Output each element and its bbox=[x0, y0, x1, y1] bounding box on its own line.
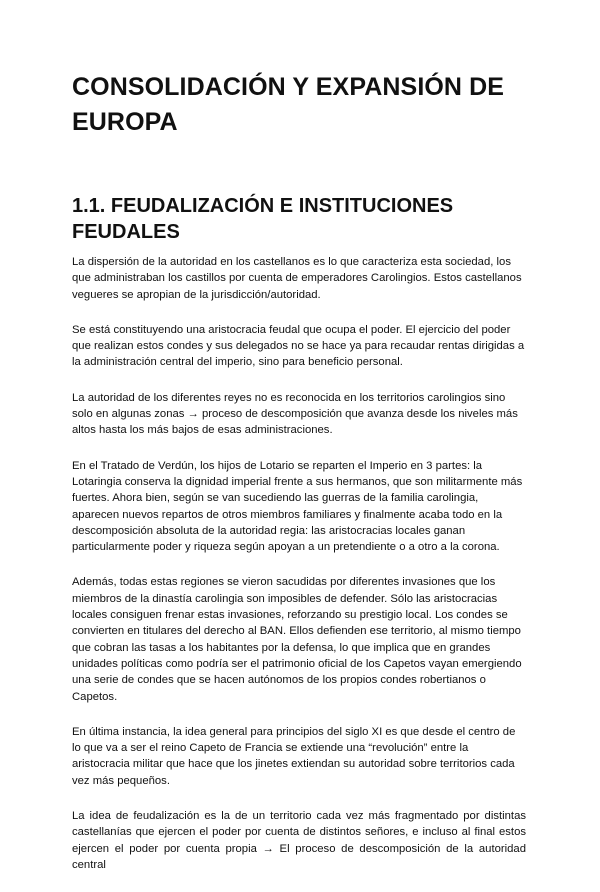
paragraph: Se está constituyendo una aristocracia feudal que ocupa el poder. El ejercicio del poder que realizan estos condes y sus delegados no se hace ya para recaudar rentas dirigidas a la administración central del imperio, sino para beneficio personal. bbox=[72, 323, 525, 369]
paragraph: En el Tratado de Verdún, los hijos de Lotario se reparten el Imperio en 3 partes: la Lotaringia conserva la dignidad imperial frente a sus hermanos, que son militarmente más fuertes. Ahora bien, según se van sucediendo las guerras de la familia carolingia, aparecen nuevos repartos de otros miembros familiares y finalmente acaba todo en la descomposición absoluta de la autoridad regia: las aristocracias locales ganan particularmente poder y riqueza según apoyan a un pretendiente o a otro a la corona. bbox=[72, 459, 523, 554]
section-heading: 1.1. FEUDALIZACIÓN E INSTITUCIONES FEUDALES bbox=[72, 195, 454, 243]
paragraph: La autoridad de los diferentes reyes no es reconocida en los territorios carolingios sino solo en algunas zonas → proceso de descomposición que avanza desde los niveles más altos hasta los más bajos de esas administraciones. bbox=[72, 391, 518, 437]
document-title: CONSOLIDACIÓN Y EXPANSIÓN DE EUROPA bbox=[72, 73, 505, 136]
body-text bbox=[72, 254, 526, 892]
paragraph: Además, todas estas regiones se vieron sacudidas por diferentes invasiones que los miembros de la dinastía carolingia son imposibles de defender. Sólo las aristocracias locales consiguen frenar estas invasiones, reforzando su prestigio local. Los condes se convierten en titulares del derecho al BAN. Ellos defienden ese territorio, al mismo tiempo que cobran las tasas a los habitantes por la defensa, lo que implica que en grandes unidades políticas como podría ser el patrimonio oficial de los Capetos vayan emergiendo una serie de condes que se hacen autónomos de los propios condes robertianos o Capetos. bbox=[72, 576, 522, 703]
paragraph: La dispersión de la autoridad en los castellanos es lo que caracteriza esta sociedad, los que administraban los castillos por cuenta de emperadores Carolingios. Estos castellanos vegueres se apropian de la jurisdicción/autoridad. bbox=[72, 256, 522, 301]
paragraph: En última instancia, la idea general para principios del siglo XI es que desde el centro de lo que va a ser el reino Capeto de Francia se extiende una “revolución” entre la aristocracia militar que hace que los jinetes extiendan su autoridad sobre territorios cada vez más pequeños. bbox=[72, 725, 516, 787]
paragraph: La idea de feudalización es la de un territorio cada vez más fragmentado por distintas castellanías que ejercen el poder por cuenta de distintos señores, e incluso al final estos ejercen el poder por cuenta propia → El proceso de descomposición de la autoridad central bbox=[72, 810, 526, 871]
